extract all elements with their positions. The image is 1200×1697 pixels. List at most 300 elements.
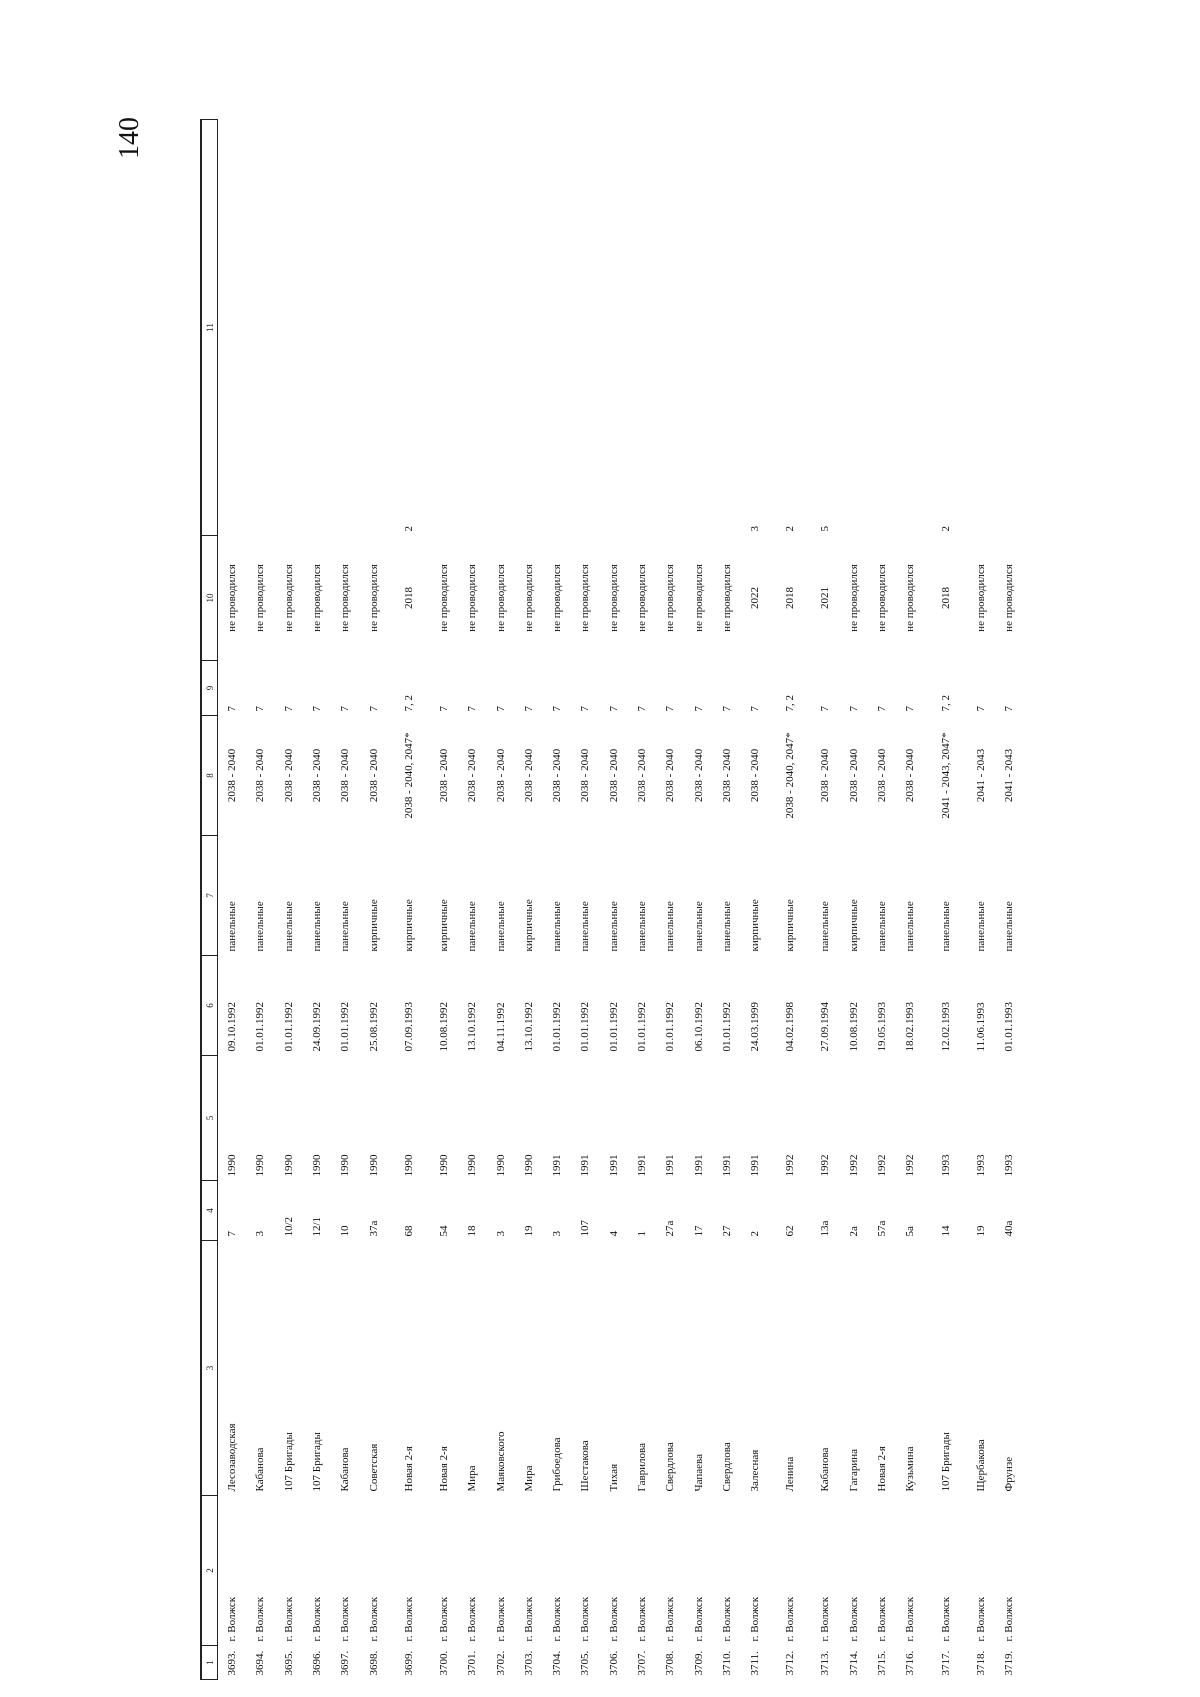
period-cell: 2038 - 2040	[607, 748, 620, 803]
repair-cell: не проводился	[226, 564, 239, 632]
table-row	[811, 120, 839, 1680]
date-cell: 10.08.1992	[437, 1002, 450, 1052]
date-cell: 27.09.1994	[819, 1002, 832, 1052]
column-number: 8	[201, 716, 218, 836]
house-number-cell: 4	[607, 1231, 620, 1237]
street-cell: Кабанова	[254, 1447, 267, 1492]
date-cell: 01.01.1992	[664, 1002, 677, 1052]
extra-cell	[515, 120, 543, 536]
table-row	[925, 120, 967, 1680]
term-cell: 7	[749, 706, 762, 712]
row-number: 3710.	[720, 1650, 733, 1676]
repair-cell: 2021	[819, 587, 832, 609]
term-cell: 7	[339, 706, 352, 712]
street-cell: Фрунзе	[1002, 1456, 1015, 1492]
term-cell: 7, 2	[402, 695, 415, 712]
repair-cell: 2018	[402, 587, 415, 609]
table-row	[359, 120, 387, 1680]
table-row	[967, 120, 995, 1680]
city-cell: г. Волжск	[1002, 1596, 1015, 1642]
period-cell: 2038 - 2040	[367, 748, 380, 803]
city-cell: г. Волжск	[607, 1596, 620, 1642]
repair-cell: не проводился	[254, 564, 267, 632]
city-cell: г. Волжск	[282, 1596, 295, 1642]
extra-cell: 2	[784, 526, 797, 532]
house-number-cell: 18	[466, 1225, 479, 1237]
extra-cell	[303, 120, 331, 536]
table-row	[571, 120, 599, 1680]
date-cell: 01.01.1992	[339, 1002, 352, 1052]
repair-cell: не проводился	[636, 564, 648, 632]
house-number-cell: 54	[437, 1225, 450, 1237]
extra-cell	[684, 120, 712, 536]
wall-material-cell: панельные	[466, 901, 479, 952]
wall-material-cell: кирпичные	[402, 899, 415, 952]
table-row	[896, 120, 924, 1680]
year-cell: 1990	[226, 1154, 239, 1177]
house-number-cell: 14	[939, 1225, 952, 1237]
city-cell: г. Волжск	[551, 1596, 564, 1642]
city-cell: г. Волжск	[904, 1596, 917, 1642]
term-cell: 7	[974, 706, 987, 712]
term-cell: 7	[551, 706, 564, 712]
street-cell: Свердлова	[664, 1442, 677, 1492]
extra-cell	[896, 120, 924, 536]
wall-material-cell: панельные	[282, 901, 295, 952]
date-cell: 06.10.1992	[692, 1002, 705, 1052]
year-cell: 1993	[939, 1154, 952, 1177]
street-cell: Лесозаводская	[226, 1423, 239, 1492]
house-number-cell: 62	[784, 1225, 797, 1237]
year-cell: 1992	[784, 1154, 797, 1177]
city-cell: г. Волжск	[939, 1596, 952, 1642]
street-cell: Грибоедова	[551, 1437, 564, 1492]
repair-cell: не проводился	[607, 564, 620, 632]
house-number-cell: 27	[720, 1225, 733, 1237]
house-number-cell: 107	[579, 1220, 592, 1237]
row-number: 3717.	[939, 1650, 952, 1676]
row-number: 3697.	[339, 1650, 352, 1676]
repair-cell: не проводился	[551, 564, 564, 632]
period-cell: 2038 - 2040	[664, 748, 677, 803]
date-cell: 12.02.1993	[939, 1002, 952, 1052]
term-cell: 7, 2	[939, 695, 952, 712]
table-row	[486, 120, 514, 1680]
row-number: 3700.	[437, 1650, 450, 1676]
year-cell: 1991	[551, 1154, 564, 1177]
table-row	[656, 120, 684, 1680]
term-cell: 7	[692, 706, 705, 712]
wall-material-cell: кирпичные	[749, 899, 762, 952]
term-cell: 7	[522, 706, 535, 712]
period-cell: 2038 - 2040	[847, 748, 860, 803]
house-number-cell: 1	[636, 1231, 648, 1237]
wall-material-cell: панельные	[819, 901, 832, 952]
date-cell: 01.01.1992	[254, 1002, 267, 1052]
city-cell: г. Волжск	[466, 1596, 479, 1642]
date-cell: 01.01.1992	[720, 1002, 733, 1052]
table-row	[458, 120, 486, 1680]
row-number: 3711.	[749, 1651, 762, 1676]
year-cell: 1991	[579, 1154, 592, 1177]
year-cell: 1992	[876, 1154, 889, 1177]
city-cell: г. Волжск	[720, 1596, 733, 1642]
street-cell: Гаврилова	[636, 1443, 648, 1492]
street-cell: Щербакова	[974, 1439, 987, 1492]
term-cell: 7	[636, 706, 648, 712]
house-number-cell: 2а	[847, 1226, 860, 1237]
period-cell: 2038 - 2040	[819, 748, 832, 803]
year-cell: 1991	[720, 1154, 733, 1177]
wall-material-cell: кирпичные	[784, 899, 797, 952]
street-cell: Советская	[367, 1443, 380, 1492]
street-cell: 107 Бригады	[939, 1432, 952, 1492]
wall-material-cell: кирпичные	[847, 899, 860, 952]
city-cell: г. Волжск	[847, 1596, 860, 1642]
city-cell: г. Волжск	[974, 1596, 987, 1642]
wall-material-cell: панельные	[904, 901, 917, 952]
extra-cell	[600, 120, 628, 536]
period-cell: 2038 - 2040	[226, 748, 239, 803]
row-number: 3705.	[579, 1650, 592, 1676]
extra-cell	[571, 120, 599, 536]
house-number-cell: 12/1	[311, 1216, 324, 1237]
term-cell: 7	[904, 706, 917, 712]
extra-cell	[331, 120, 359, 536]
table-row	[430, 120, 458, 1680]
wall-material-cell: кирпичные	[367, 899, 380, 952]
period-cell: 2038 - 2040	[254, 748, 267, 803]
table-row	[515, 120, 543, 1680]
wall-material-cell: панельные	[339, 901, 352, 952]
house-number-cell: 5а	[904, 1226, 917, 1237]
extra-cell	[218, 120, 247, 536]
house-number-cell: 40а	[1002, 1220, 1015, 1237]
date-cell: 24.03.1999	[749, 1002, 762, 1052]
street-cell: Новая 2-я	[437, 1446, 450, 1492]
table-row	[684, 120, 712, 1680]
extra-cell	[656, 120, 684, 536]
date-cell: 04.02.1998	[784, 1002, 797, 1052]
house-number-cell: 19	[974, 1225, 987, 1237]
repair-cell: не проводился	[579, 564, 592, 632]
street-cell: Шестакова	[579, 1440, 592, 1492]
wall-material-cell: кирпичные	[522, 899, 535, 952]
house-number-cell: 37а	[367, 1220, 380, 1237]
table-row	[246, 120, 274, 1680]
street-cell: 107 Бригады	[282, 1432, 295, 1492]
row-number: 3699.	[402, 1650, 415, 1676]
term-cell: 7, 2	[784, 695, 797, 712]
house-number-cell: 3	[494, 1231, 507, 1237]
extra-cell	[486, 120, 514, 536]
repair-cell: 2018	[784, 587, 797, 609]
repair-cell: не проводился	[974, 564, 987, 632]
date-cell: 24.09.1992	[311, 1002, 324, 1052]
repair-cell: не проводился	[522, 564, 535, 632]
city-cell: г. Волжск	[226, 1596, 239, 1642]
date-cell: 01.01.1992	[636, 1002, 648, 1052]
date-cell: 19.05.1993	[876, 1002, 889, 1052]
extra-cell	[246, 120, 274, 536]
extra-cell	[713, 120, 741, 536]
row-number: 3704.	[551, 1650, 564, 1676]
table-row	[218, 120, 247, 1680]
extra-cell: 2	[402, 526, 415, 532]
year-cell: 1991	[692, 1154, 705, 1177]
year-cell: 1992	[819, 1154, 832, 1177]
city-cell: г. Волжск	[692, 1596, 705, 1642]
city-cell: г. Волжск	[437, 1596, 450, 1642]
period-cell: 2038 - 2040	[282, 748, 295, 803]
row-number: 3703.	[522, 1650, 535, 1676]
year-cell: 1992	[904, 1154, 917, 1177]
house-number-cell: 3	[551, 1231, 564, 1237]
term-cell: 7	[847, 706, 860, 712]
period-cell: 2038 - 2040, 2047*	[402, 732, 415, 819]
row-number: 3716.	[904, 1650, 917, 1676]
city-cell: г. Волжск	[367, 1596, 380, 1642]
city-cell: г. Волжск	[254, 1596, 267, 1642]
date-cell: 13.10.1992	[466, 1002, 479, 1052]
period-cell: 2038 - 2040	[749, 748, 762, 803]
year-cell: 1990	[466, 1154, 479, 1177]
extra-cell: 2	[939, 526, 952, 532]
house-number-cell: 17	[692, 1225, 705, 1237]
term-cell: 7	[254, 706, 267, 712]
extra-cell	[967, 120, 995, 536]
table-row	[331, 120, 359, 1680]
row-number: 3707.	[636, 1650, 648, 1676]
wall-material-cell: панельные	[579, 901, 592, 952]
table-row	[543, 120, 571, 1680]
date-cell: 01.01.1992	[282, 1002, 295, 1052]
date-cell: 13.10.1992	[522, 1002, 535, 1052]
repair-cell: не проводился	[876, 564, 889, 632]
extra-cell	[430, 120, 458, 536]
row-number: 3701.	[466, 1650, 479, 1676]
table-row	[868, 120, 896, 1680]
extra-cell	[275, 120, 303, 536]
house-number-cell: 2	[749, 1231, 762, 1237]
wall-material-cell: панельные	[607, 901, 620, 952]
street-cell: Новая 2-я	[876, 1446, 889, 1492]
city-cell: г. Волжск	[636, 1596, 648, 1642]
wall-material-cell: панельные	[494, 901, 507, 952]
repair-cell: не проводился	[664, 564, 677, 632]
period-cell: 2038 - 2040, 2047*	[784, 732, 797, 819]
house-number-cell: 3	[254, 1231, 267, 1237]
page-number: 140	[114, 117, 145, 159]
wall-material-cell: панельные	[692, 901, 705, 952]
date-cell: 07.09.1993	[402, 1002, 415, 1052]
wall-material-cell: панельные	[226, 901, 239, 952]
extra-cell	[995, 120, 1023, 536]
column-number: 3	[201, 1241, 218, 1496]
column-number: 11	[201, 120, 218, 536]
period-cell: 2038 - 2040	[339, 748, 352, 803]
period-cell: 2038 - 2040	[551, 748, 564, 803]
year-cell: 1993	[1002, 1154, 1015, 1177]
year-cell: 1991	[749, 1154, 762, 1177]
street-cell: Маяковского	[494, 1431, 507, 1492]
wall-material-cell: панельные	[1002, 901, 1015, 952]
street-cell: Кабанова	[339, 1447, 352, 1492]
wall-material-cell: панельные	[939, 901, 952, 952]
house-number-cell: 13а	[819, 1220, 832, 1237]
period-cell: 2038 - 2040	[876, 748, 889, 803]
column-number: 5	[201, 1056, 218, 1181]
street-cell: Мира	[466, 1465, 479, 1492]
row-number: 3712.	[784, 1650, 797, 1676]
term-cell: 7	[311, 706, 324, 712]
period-cell: 2041 - 2043	[974, 748, 987, 803]
street-cell: Новая 2-я	[402, 1446, 415, 1492]
term-cell: 7	[282, 706, 295, 712]
year-cell: 1990	[522, 1154, 535, 1177]
wall-material-cell: панельные	[311, 901, 324, 952]
date-cell: 01.01.1992	[579, 1002, 592, 1052]
column-number: 1	[201, 1646, 218, 1680]
period-cell: 2041 - 2043, 2047*	[939, 732, 952, 819]
table-row	[769, 120, 811, 1680]
extra-cell	[458, 120, 486, 536]
year-cell: 1992	[847, 1154, 860, 1177]
street-cell: Залесная	[749, 1449, 762, 1492]
date-cell: 25.08.1992	[367, 1002, 380, 1052]
date-cell: 04.11.1992	[494, 1002, 507, 1052]
date-cell: 01.01.1992	[607, 1002, 620, 1052]
period-cell: 2038 - 2040	[692, 748, 705, 803]
repair-cell: не проводился	[720, 564, 733, 632]
wall-material-cell: кирпичные	[437, 899, 450, 952]
term-cell: 7	[876, 706, 889, 712]
row-number: 3694.	[254, 1650, 267, 1676]
repair-cell: не проводился	[311, 564, 324, 632]
wall-material-cell: панельные	[254, 901, 267, 952]
house-number-cell: 27а	[664, 1220, 677, 1237]
table-row	[840, 120, 868, 1680]
table-row	[713, 120, 741, 1680]
year-cell: 1990	[402, 1154, 415, 1177]
repair-cell: не проводился	[692, 564, 705, 632]
extra-cell	[543, 120, 571, 536]
period-cell: 2038 - 2040	[579, 748, 592, 803]
city-cell: г. Волжск	[749, 1596, 762, 1642]
column-number: 7	[201, 836, 218, 956]
period-cell: 2038 - 2040	[437, 748, 450, 803]
row-number: 3714.	[847, 1650, 860, 1676]
wall-material-cell: панельные	[876, 901, 889, 952]
period-cell: 2038 - 2040	[720, 748, 733, 803]
term-cell: 7	[607, 706, 620, 712]
street-cell: Ленина	[784, 1456, 797, 1492]
table-row	[628, 120, 656, 1680]
date-cell: 11.06.1993	[974, 1002, 987, 1052]
wall-material-cell: панельные	[974, 901, 987, 952]
repair-cell: не проводился	[437, 564, 450, 632]
column-number-row	[201, 120, 218, 1680]
city-cell: г. Волжск	[784, 1596, 797, 1642]
year-cell: 1991	[607, 1154, 620, 1177]
date-cell: 09.10.1992	[226, 1002, 239, 1052]
row-number: 3709.	[692, 1650, 705, 1676]
period-cell: 2038 - 2040	[494, 748, 507, 803]
city-cell: г. Волжск	[819, 1596, 832, 1642]
date-cell: 18.02.1993	[904, 1002, 917, 1052]
repair-cell: не проводился	[494, 564, 507, 632]
row-number: 3718.	[974, 1650, 987, 1676]
repair-cell: не проводился	[1002, 564, 1015, 632]
year-cell: 1990	[437, 1154, 450, 1177]
wall-material-cell: панельные	[551, 901, 564, 952]
term-cell: 7	[579, 706, 592, 712]
street-cell: Тихая	[607, 1463, 620, 1492]
year-cell: 1991	[664, 1154, 677, 1177]
extra-cell	[840, 120, 868, 536]
city-cell: г. Волжск	[522, 1596, 535, 1642]
table-row	[600, 120, 628, 1680]
table-body	[201, 120, 1023, 1680]
repair-cell: не проводился	[339, 564, 352, 632]
repair-cell: не проводился	[466, 564, 479, 632]
row-number: 3693.	[226, 1650, 239, 1676]
repair-cell: 2022	[749, 587, 762, 609]
row-number: 3715.	[876, 1650, 889, 1676]
city-cell: г. Волжск	[494, 1596, 507, 1642]
street-cell: Мира	[522, 1465, 535, 1492]
column-number: 2	[201, 1496, 218, 1646]
row-number: 3698.	[367, 1650, 380, 1676]
wall-material-cell: панельные	[636, 901, 648, 952]
term-cell: 7	[494, 706, 507, 712]
extra-cell: 5	[819, 526, 832, 532]
extra-cell	[868, 120, 896, 536]
street-cell: Кабанова	[819, 1447, 832, 1492]
city-cell: г. Волжск	[311, 1596, 324, 1642]
table-row	[303, 120, 331, 1680]
house-number-cell: 7	[226, 1231, 239, 1237]
term-cell: 7	[819, 706, 832, 712]
repair-cell: 2018	[939, 587, 952, 609]
city-cell: г. Волжск	[876, 1596, 889, 1642]
extra-cell	[359, 120, 387, 536]
period-cell: 2038 - 2040	[904, 748, 917, 803]
date-cell: 10.08.1992	[847, 1002, 860, 1052]
period-cell: 2038 - 2040	[636, 748, 648, 803]
table-row	[741, 120, 769, 1680]
row-number: 3696.	[311, 1650, 324, 1676]
extra-cell: 3	[749, 526, 762, 532]
repair-cell: не проводился	[847, 564, 860, 632]
street-cell: Кузьмина	[904, 1446, 917, 1492]
date-cell: 01.01.1992	[551, 1002, 564, 1052]
term-cell: 7	[437, 706, 450, 712]
year-cell: 1993	[974, 1154, 987, 1177]
table-row	[388, 120, 430, 1680]
rotated-table-container	[200, 115, 1200, 1680]
column-number: 6	[201, 956, 218, 1056]
year-cell: 1990	[339, 1154, 352, 1177]
house-number-cell: 10	[339, 1225, 352, 1237]
repair-cell: не проводился	[367, 564, 380, 632]
year-cell: 1990	[367, 1154, 380, 1177]
row-number: 3706.	[607, 1650, 620, 1676]
table-viewport	[200, 115, 1200, 1680]
street-cell: 107 Бригады	[311, 1432, 324, 1492]
row-number: 3695.	[282, 1650, 295, 1676]
period-cell: 2038 - 2040	[522, 748, 535, 803]
